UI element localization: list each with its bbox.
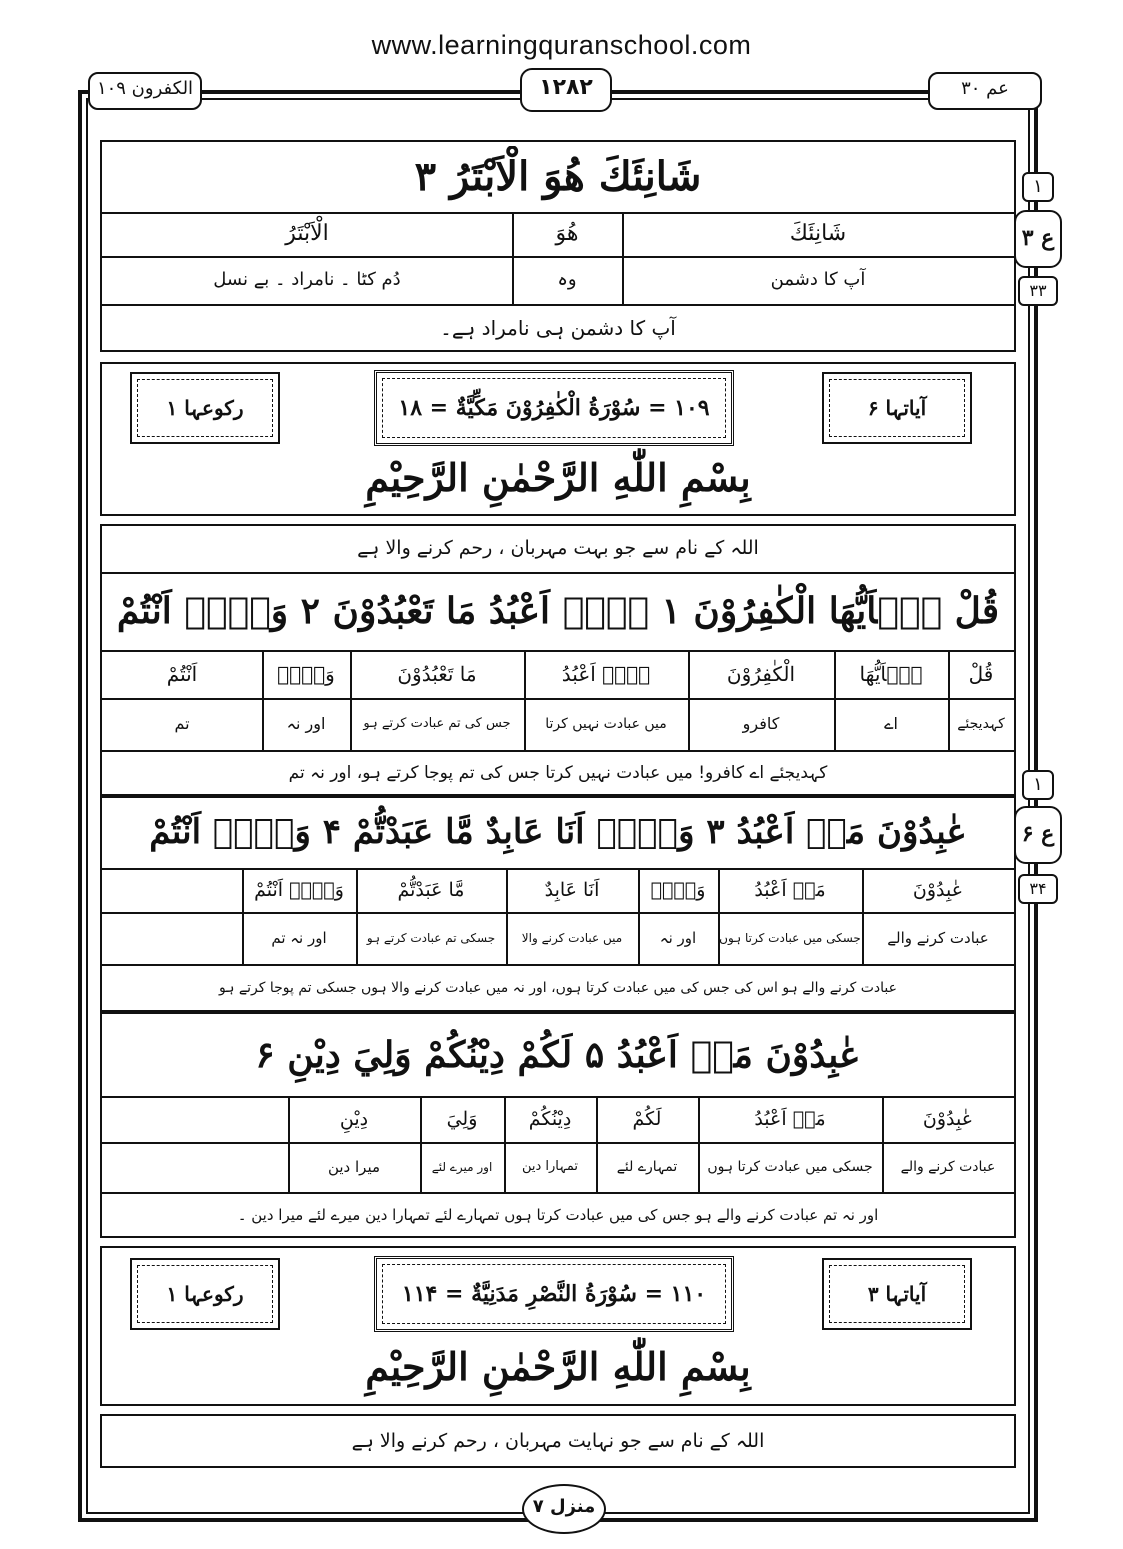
word-arabic: وَلَاۤ اَنْتُمْ (254, 879, 344, 901)
word-arabic: لَاۤ اَعْبُدُ (561, 662, 651, 686)
word-urdu: دُم کٹا ۔ نامراد ۔ بے نسل (213, 269, 401, 290)
surah-title: ۱۰۹ = سُوْرَةُ الْكٰفِرُوْنَ مَكِّيَّةٌ = ۱۸ (374, 370, 734, 446)
bismillah-translation: اللہ کے نام سے جو بہت مہربان ، رحم کرنے والا ہے (357, 537, 759, 559)
translation: عبادت کرنے والے ہو اس کی جس کی میں عبادت کرتا ہوں، اور نہ میں عبادت کرنے والا ہوں جسکی تم پوجا کرتے ہو (219, 980, 897, 996)
word-arabic: مَا تَعْبُدُوْنَ (397, 662, 477, 686)
word-urdu: وہ (557, 269, 577, 290)
word-arabic: اَنَا عَابِدٌ (544, 879, 600, 901)
word-arabic: وَلَاۤ (650, 879, 706, 901)
ruku-marker-mid: ع ۶ (1014, 806, 1062, 864)
translation: کہدیجئے اے کافرو! میں عبادت نہیں کرتا جس کی تم پوجا کرتے ہو، اور نہ تم (288, 763, 828, 783)
word-urdu: عبادت کرنے والے (887, 929, 989, 947)
word-urdu: اور میرے لئے (431, 1160, 493, 1174)
juz-reference: عم ۳۰ (928, 72, 1042, 110)
ruku-marker-top: ۱ (1022, 770, 1054, 800)
site-url: www.learningquranschool.com (371, 30, 752, 60)
ruku-count-box: رکوعہا ۱ (130, 372, 280, 444)
page-number: ۱۲۸۲ (520, 68, 612, 112)
word-urdu: جسکی میں عبادت کرتا ہوں (707, 1159, 873, 1175)
manzil-marker: منزل ۷ (522, 1484, 606, 1534)
word-urdu: میرا دین (327, 1158, 381, 1176)
word-urdu: جسکی تم عبادت کرتے ہو (366, 931, 496, 945)
word-urdu: کہدیجئے (957, 716, 1005, 732)
word-urdu: کافرو (742, 714, 780, 733)
section-ayah-3 (100, 140, 1016, 352)
ruku-marker-top: ۱ (1022, 172, 1054, 202)
word-urdu: میں عبادت کرنے والا (521, 931, 623, 945)
word-arabic: وَلِيَ (446, 1108, 478, 1130)
bismillah-translation: اللہ کے نام سے جو نہایت مہربان ، رحم کرنے والا ہے (351, 1430, 765, 1452)
word-urdu: تمہارے لئے (616, 1159, 678, 1175)
word-urdu: عبادت کرنے والے (900, 1159, 996, 1175)
word-urdu: اے (884, 714, 898, 733)
translation: اور نہ تم عبادت کرنے والے ہو جس کی میں عبادت کرتا ہوں تمہارے لئے تمہارا دین میرے لئے میرا دین ۔ (237, 1206, 879, 1224)
word-urdu: آپ کا دشمن (770, 269, 866, 290)
ayah-text: عٰبِدُوْنَ مَاۤ اَعْبُدُ ۵ لَكُمْ دِيْنُكُمْ وَلِيَ دِيْنِ ۶ (255, 1034, 861, 1076)
word-arabic: اَنْتُمْ (166, 662, 198, 686)
word-urdu: جس کی تم عبادت کرتے ہو (363, 716, 511, 731)
word-arabic: الْاَبْتَرُ (285, 221, 329, 246)
word-arabic: دِيْنُكُمْ (528, 1108, 572, 1130)
word-arabic: وَلَاۤ (277, 662, 335, 686)
ayah-block-3-4 (100, 796, 1016, 1012)
translation: آپ کا دشمن ہی نامراد ہے۔ (440, 316, 676, 340)
ruku-marker-bottom: ۳۴ (1018, 874, 1058, 904)
word-arabic: مَاۤ اَعْبُدُ (754, 1108, 826, 1130)
word-urdu: اور نہ (659, 929, 697, 947)
word-arabic: مَاۤ اَعْبُدُ (754, 879, 826, 901)
word-urdu: تم (174, 714, 190, 733)
word-arabic: شَانِئَكَ (789, 221, 847, 246)
surah-reference: الکفرون ۱۰۹ (88, 72, 202, 110)
ayah-block-1-2 (100, 524, 1016, 796)
ayah-block-5-6 (100, 1012, 1016, 1238)
word-urdu: اور نہ (286, 714, 326, 733)
surah-title: ۱۱۰ = سُوْرَةُ النَّصْرِ مَدَنِيَّةٌ = ۱۱۴ (374, 1256, 734, 1332)
word-arabic: قُلْ (968, 662, 994, 686)
ruku-marker-mid: ع ۳ (1014, 210, 1062, 268)
word-arabic: يٰۤاَيُّهَا (859, 662, 923, 686)
word-arabic: عٰبِدُوْنَ (912, 879, 964, 901)
word-arabic: الْكٰفِرُوْنَ (726, 662, 796, 686)
ayah-text: شَانِئَكَ هُوَ الْاَبْتَرُ ۳ (414, 153, 702, 200)
surah-110-header (100, 1246, 1016, 1406)
ruku-marker-bottom: ۳۳ (1018, 276, 1058, 306)
bismillah: بِسْمِ اللّٰهِ الرَّحْمٰنِ الرَّحِيْمِ (365, 1344, 751, 1389)
word-arabic: دِيْنِ (339, 1108, 369, 1130)
ruku-count-box: رکوعہا ۱ (130, 1258, 280, 1330)
word-urdu: اور نہ تم (271, 929, 327, 947)
word-urdu: جسکی میں عبادت کرتا ہوں (719, 931, 861, 945)
word-urdu: تمہارا دین (521, 1159, 579, 1174)
word-urdu: میں عبادت نہیں کرتا (545, 716, 667, 732)
word-arabic: هُوَ (555, 221, 579, 246)
surah-109-header (100, 362, 1016, 516)
word-arabic: مَّا عَبَدْتُّمْ (397, 879, 465, 901)
word-arabic: لَكُمْ (632, 1108, 662, 1130)
ayat-count-box: آیاتہا ۳ (822, 1258, 972, 1330)
ayah-text: قُلْ يٰۤاَيُّهَا الْكٰفِرُوْنَ ۱ لَاۤ اَعْبُدُ مَا تَعْبُدُوْنَ ۲ وَلَاۤ اَنْتُمْ (116, 590, 1000, 632)
bismillah-translation-panel (100, 1414, 1016, 1468)
bismillah: بِسْمِ اللّٰهِ الرَّحْمٰنِ الرَّحِيْمِ (365, 455, 751, 500)
ayat-count-box: آیاتہا ۶ (822, 372, 972, 444)
ayah-text: عٰبِدُوْنَ مَاۤ اَعْبُدُ ۳ وَلَاۤ اَنَا عَابِدٌ مَّا عَبَدْتُّمْ ۴ وَلَاۤ اَنْتُمْ (149, 812, 967, 852)
word-arabic: عٰبِدُوْنَ (922, 1108, 974, 1130)
